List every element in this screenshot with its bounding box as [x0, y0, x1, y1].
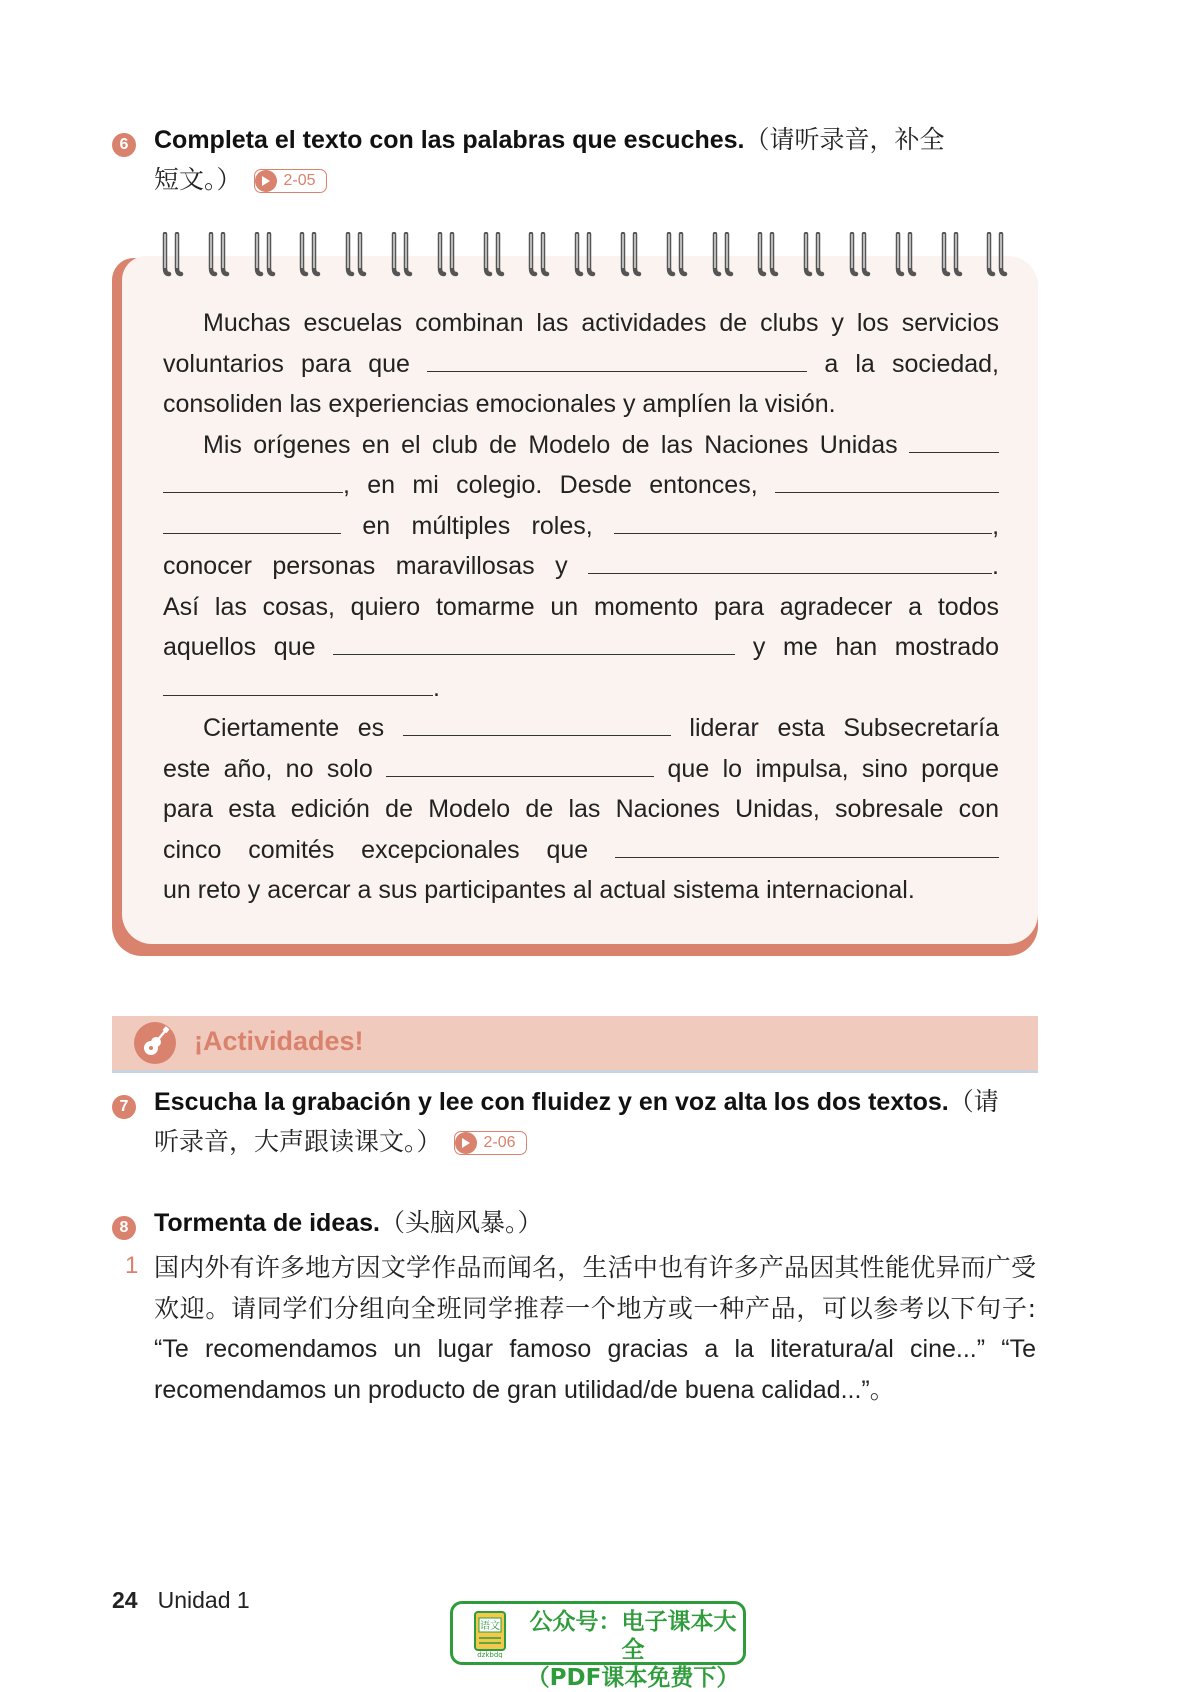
exercise-6-number: 6	[112, 133, 136, 157]
guitar-icon	[134, 1022, 176, 1064]
activities-title: ¡Actividades!	[194, 1026, 364, 1056]
exercise-6-title	[154, 120, 1034, 200]
answer-blank[interactable]	[775, 470, 999, 493]
spiral-ring	[160, 232, 186, 278]
spiral-binding	[160, 232, 1020, 280]
answer-blank[interactable]	[403, 713, 671, 736]
play-icon	[455, 1132, 477, 1154]
spiral-ring	[710, 232, 736, 278]
answer-blank[interactable]	[614, 511, 992, 534]
text-line: “Te recomendamos un lugar famoso gracias a la literatura/al cine...” “Te	[154, 1335, 1036, 1363]
exercise-8-title-es: Tormenta de ideas.	[154, 1209, 380, 1237]
activities-banner	[112, 1016, 1038, 1073]
spiral-ring	[984, 232, 1010, 278]
text-line: 国内外有许多地方因文学作品而闻名，生活中也有许多产品因其性能优异而广受	[154, 1253, 1036, 1282]
svg-text:dzkbdq: dzkbdq	[477, 1651, 503, 1658]
answer-blank[interactable]	[333, 632, 735, 655]
answer-blank[interactable]	[163, 470, 343, 493]
spiral-ring	[939, 232, 965, 278]
spiral-ring	[801, 232, 827, 278]
text-line: Mis orígenes en el club de Modelo de las Naciones Unidas	[163, 425, 999, 466]
answer-blank[interactable]	[615, 835, 999, 858]
answer-blank[interactable]	[163, 673, 433, 696]
spiral-ring	[664, 232, 690, 278]
spiral-ring	[389, 232, 415, 278]
text-line: en múltiples roles, ,	[163, 506, 999, 547]
exercise-6-title-cn-2: 短文。）	[154, 165, 242, 194]
watermark-stamp	[450, 1601, 746, 1691]
cloze-text	[163, 303, 999, 911]
text-line: voluntarios para que a la sociedad,	[163, 349, 1000, 378]
answer-blank[interactable]	[909, 430, 999, 453]
item-number: 1	[125, 1252, 139, 1279]
book-logo-icon	[467, 1610, 513, 1658]
exercise-7-number: 7	[112, 1095, 136, 1119]
play-icon	[255, 170, 277, 192]
exercise-8-instructions	[154, 1248, 1036, 1410]
spiral-ring	[755, 232, 781, 278]
spiral-ring	[618, 232, 644, 278]
answer-blank[interactable]	[427, 349, 807, 372]
text-line: cinco comités excepcionales que	[163, 830, 999, 871]
watermark-text: 公众号：电子课本大全 （PDF课本免费下）	[526, 1609, 740, 1691]
text-line: , en mi colegio. Desde entonces,	[163, 465, 999, 506]
spiral-ring	[526, 232, 552, 278]
text-line: conocer personas maravillosas y .	[163, 552, 999, 580]
answer-blank[interactable]	[163, 511, 341, 534]
page-number: 24	[112, 1587, 138, 1613]
text-line: Ciertamente es liderar esta Subsecretaría	[203, 714, 999, 742]
audio-track-label: 2-06	[483, 1134, 516, 1152]
spiral-ring	[572, 232, 598, 278]
audio-track-button[interactable]	[454, 1131, 526, 1155]
spiral-ring	[206, 232, 232, 278]
text-line: un reto y acercar a sus participantes al actual sistema internacional.	[163, 876, 915, 904]
spiral-ring	[435, 232, 461, 278]
spiral-ring	[481, 232, 507, 278]
text-line: Así las cosas, quiero tomarme un momento para agradecer a todos	[163, 592, 999, 621]
exercise-8-title	[154, 1203, 1034, 1243]
exercise-6-title-cn: （请听录音，补全	[744, 125, 945, 154]
spiral-ring	[252, 232, 278, 278]
text-line: Muchas escuelas combinan las actividades de clubs y los servicios	[203, 309, 999, 337]
text-line: aquellos que y me han mostrado	[163, 633, 999, 661]
audio-track-button[interactable]	[254, 169, 326, 193]
spiral-ring	[847, 232, 873, 278]
text-line: .	[163, 668, 999, 709]
spiral-ring	[343, 232, 369, 278]
unit-label: Unidad 1	[157, 1587, 250, 1613]
text-line: 欢迎。请同学们分组向全班同学推荐一个地方或一种产品，可以参考以下句子:	[154, 1293, 1036, 1323]
answer-blank[interactable]	[588, 551, 992, 574]
spiral-ring	[893, 232, 919, 278]
exercise-6-title-es: Completa el texto con las palabras que escuches.	[154, 126, 745, 154]
exercise-8-number: 8	[112, 1216, 136, 1240]
exercise-7-title-cn: （请	[948, 1087, 999, 1116]
page-footer	[112, 1587, 250, 1614]
spiral-ring	[297, 232, 323, 278]
text-line: este año, no solo que lo impulsa, sino porque	[163, 754, 1000, 783]
exercise-7-title-es: Escucha la grabación y lee con fluidez y en voz alta los dos textos.	[154, 1088, 949, 1116]
exercise-8-title-cn: （头脑风暴。）	[380, 1208, 543, 1237]
text-line: para esta edición de Modelo de las Naciones Unidas, sobresale con	[163, 795, 999, 823]
answer-blank[interactable]	[386, 754, 654, 777]
exercise-7-title-cn-2: 听录音，大声跟读课文。）	[154, 1127, 442, 1156]
text-line: consoliden las experiencias emocionales y amplíen la visión.	[163, 390, 836, 418]
exercise-7-title	[154, 1082, 1034, 1162]
text-line: recomendamos un producto de gran utilidad/de buena calidad...”。	[154, 1375, 895, 1404]
svg-text:语文: 语文	[480, 1621, 500, 1632]
audio-track-label: 2-05	[283, 172, 316, 190]
